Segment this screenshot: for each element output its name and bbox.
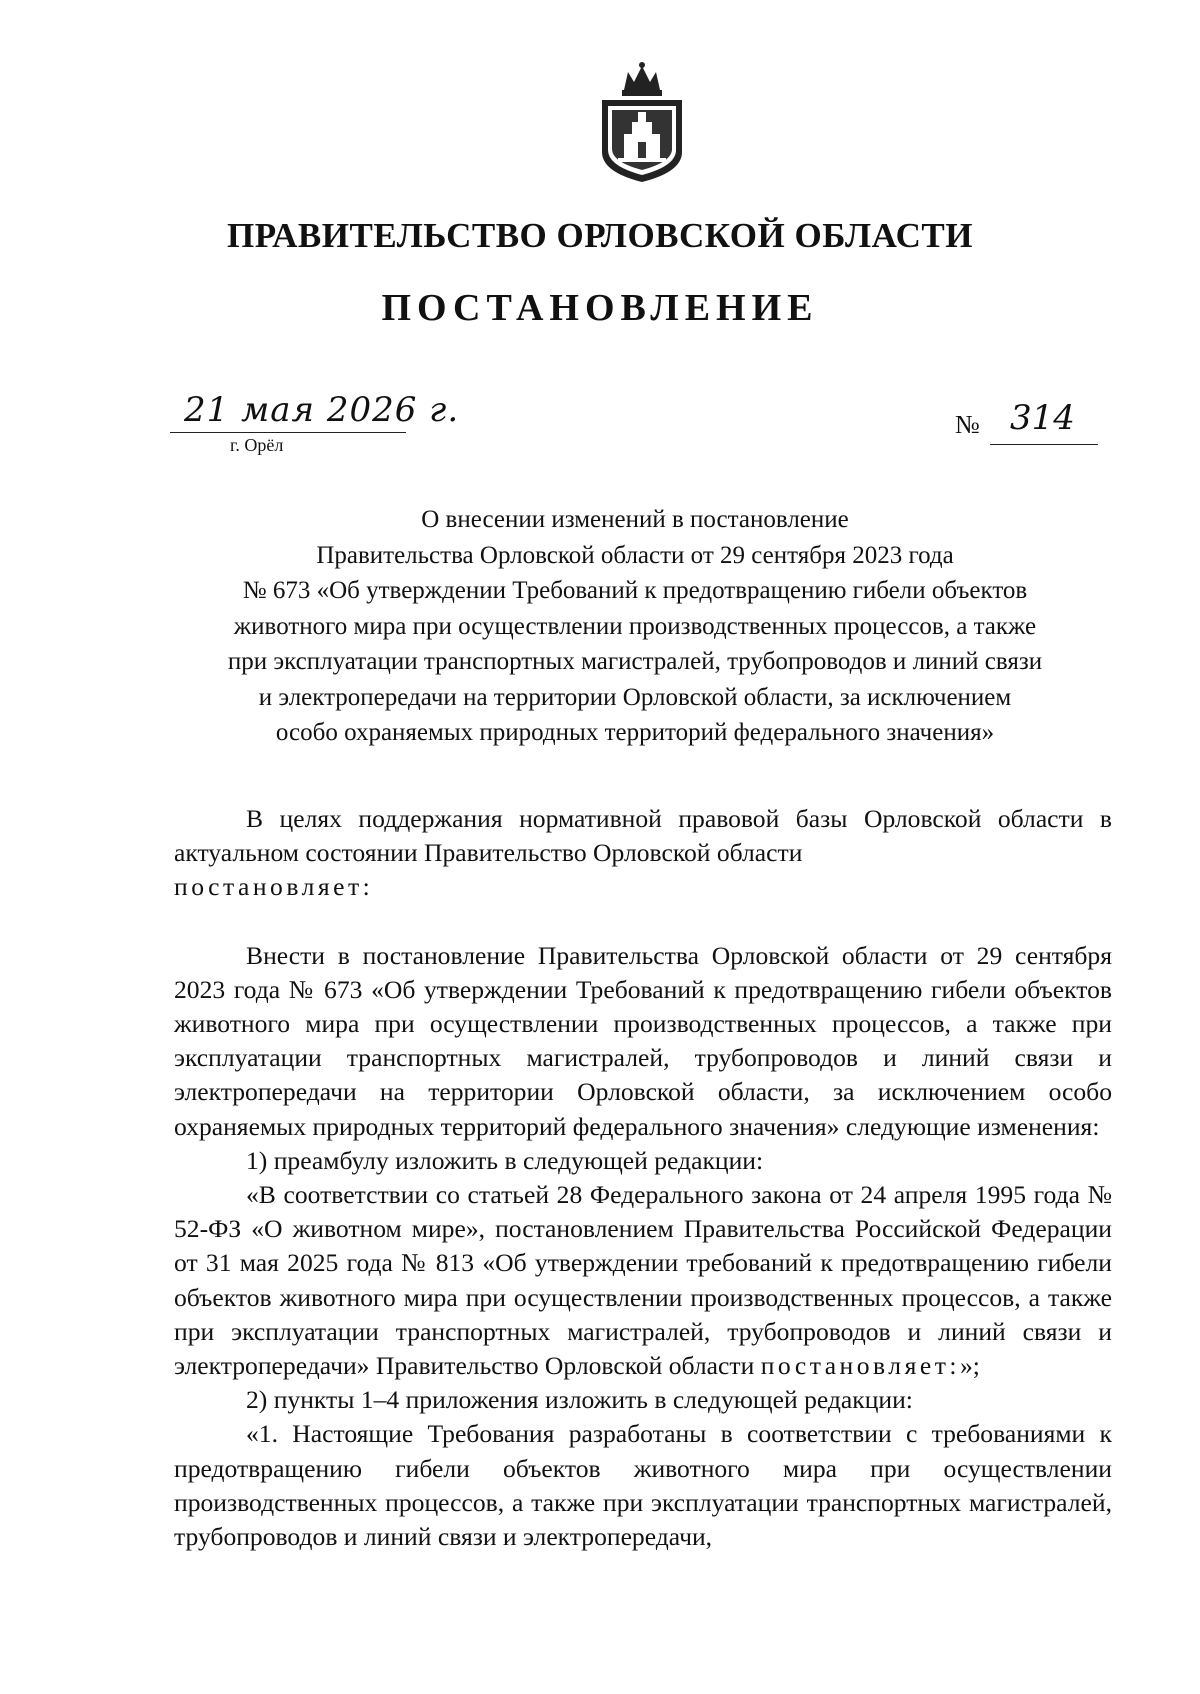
item-1: 1) преамбулу изложить в следующей редакции:: [246, 1145, 764, 1175]
preamble-paragraph: [174, 802, 1112, 905]
document-date: 21 мая 2026 г.: [184, 390, 460, 430]
subject-line: Правительства Орловской области от 29 сентября 2023 года: [316, 541, 954, 569]
document-subject: [170, 502, 1100, 751]
main-paragraph: Внести в постановление Правительства Орловской области от 29 сентября 2023 года № 673 «Об утверждении Требований к предотвращению гибели объектов животного мира при осуществлении производственных процессов, а также при эксплуатации транспортных магистралей, трубопроводов и линий связи и электропередачи на территории Орловской области, за исключением особо охраняемых природных территорий федерального значения» следующие изменения:: [174, 940, 1112, 1141]
subject-line: О внесении изменений в постановление: [421, 506, 849, 533]
item-1-quote-text: «В соответствии со статьей 28 Федерального закона от 24 апреля 1995 года № 52-ФЗ «О животном мире», постановлением Правительства Российской Федерации от 31 мая 2025 года № 813 «Об утверждении требований к предотвращению гибели объектов животного мира при осуществлении производственных процессов, а также при эксплуатации транспортных магистралей, трубопроводов и линий связи и электропередачи» Правительство Орловской области: [174, 1180, 1112, 1381]
subject-line: и электропередачи на территории Орловской области, за исключением: [258, 683, 1012, 711]
item-1-quote-end: »;: [960, 1351, 980, 1381]
subject-line: при эксплуатации транспортных магистралей, трубопроводов и линий связи: [227, 648, 1043, 675]
item-1-quote: [174, 1178, 1112, 1383]
number-underline: [990, 444, 1098, 445]
document-body: [174, 802, 1112, 1554]
coat-of-arms-icon: [594, 60, 690, 186]
subject-line: особо охраняемых природных территорий федерального значения»: [275, 719, 995, 746]
decree-word: постановляет:: [174, 872, 374, 902]
preamble-text: В целях поддержания нормативной правовой базы Орловской области в актуальном состоянии Правительство Орловской области: [174, 804, 1112, 868]
item-2-quote: «1. Настоящие Требования разработаны в соответствии с требованиями к предотвращению гибели объектов животного мира при осуществлении производственных процессов, а также при эксплуатации транспортных магистралей, трубопроводов и линий связи и электропередачи,: [174, 1419, 1112, 1552]
document-type-title: ПОСТАНОВЛЕНИЕ: [381, 287, 819, 329]
document-city: г. Орёл: [230, 435, 284, 455]
document-number: 314: [1010, 398, 1075, 438]
subject-line: № 673 «Об утверждении Требований к предотвращению гибели объектов: [242, 577, 1028, 604]
item-2: 2) пункты 1–4 приложения изложить в следующей редакции:: [246, 1385, 913, 1415]
number-label: №: [955, 410, 980, 439]
date-underline: [170, 432, 406, 433]
organization-title: ПРАВИТЕЛЬСТВО ОРЛОВСКОЙ ОБЛАСТИ: [227, 216, 973, 255]
item-1-decree-word: постановляет:: [760, 1351, 960, 1381]
subject-line: животного мира при осуществлении производственных процессов, а также: [233, 612, 1037, 640]
